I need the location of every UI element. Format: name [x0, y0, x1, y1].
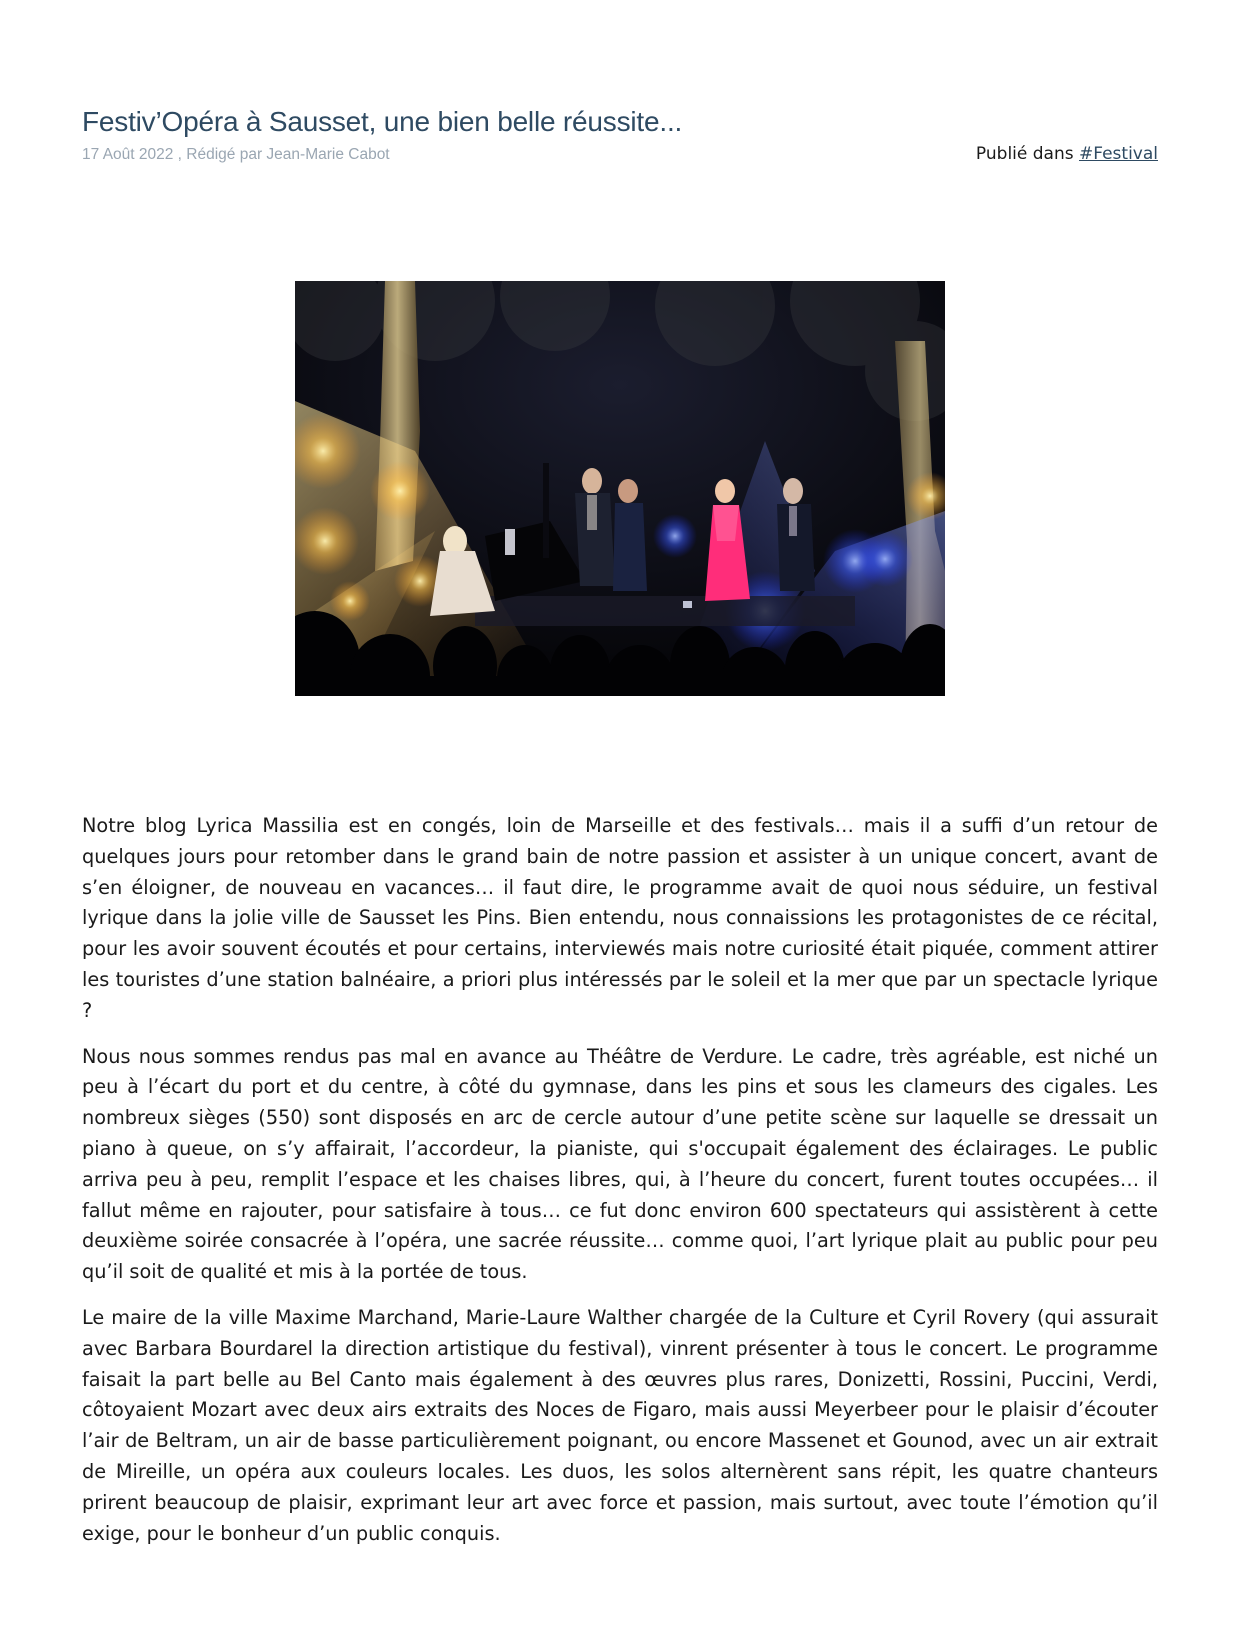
article-byline: 17 Août 2022 , Rédigé par Jean-Marie Cabot	[82, 146, 390, 163]
concert-photo	[295, 281, 945, 696]
article-body	[82, 811, 1158, 1564]
article-paragraph: Nous nous sommes rendus pas mal en avance au Théâtre de Verdure. Le cadre, très agréable, est niché un peu à l’écart du port et du centre, à côté du gymnase, dans les pins et sous les clameurs des cigales. Les nombreux sièges (550) sont disposés en arc de cercle autour d’une petite scène sur laquelle se dressait un piano à queue, on s’y affairait, l’accordeur, la pianiste, qui s'occupait également des éclairages. Le public arriva peu à peu, remplit l’espace et les chaises libres, qui, à l’heure du concert, furent toutes occupées… il fallut même en rajouter, pour satisfaire à tous… ce fut donc environ 600 spectateurs qui assistèrent à cette deuxième soirée consacrée à l’opéra, une sacrée réussite… comme quoi, l’art lyrique plait au public pour peu qu’il soit de qualité et mis à la portée de tous.	[82, 1044, 1158, 1284]
article-title: Festiv’Opéra à Sausset, une bien belle réussite...	[82, 106, 683, 137]
published-in	[976, 144, 1158, 164]
published-prefix: Publié dans	[975, 144, 1079, 164]
article-paragraph: Le maire de la ville Maxime Marchand, Marie-Laure Walther chargée de la Culture et Cyril Rovery (qui assurait avec Barbara Bourdarel la direction artistique du festival), vinrent présenter à tous le concert. Le programme faisait la part belle au Bel Canto mais également à des œuvres plus rares, Donizetti, Rossini, Puccini, Verdi, côtoyaient Mozart avec deux airs extraits des Noces de Figaro, mais aussi Meyerbeer pour le plaisir d’écouter l’air de Beltram, un air de basse particulièrement poignant, ou encore Massenet et Gounod, avec un air extrait de Mireille, un opéra aux couleurs locales. Les duos, les solos alternèrent sans répit, les quatre chanteurs prirent beaucoup de plaisir, exprimant leur art avec force et passion, mais surtout, avec toute l’émotion qu’il exige, pour le bonheur d’un public conquis.	[82, 1305, 1158, 1545]
singer-2	[613, 503, 647, 591]
article-paragraph: Notre blog Lyrica Massilia est en congés, loin de Marseille et des festivals… mais il a suffi d’un retour de quelques jours pour retomber dans le grand bain de notre passion et assister à un unique concert, avant de s’en éloigner, de nouveau en vacances… il faut dire, le programme avait de quoi nous séduire, un festival lyrique dans la jolie ville de Sausset les Pins. Bien entendu, nous connaissions les protagonistes de ce récital, pour les avoir souvent écoutés et pour certains, interviewés mais notre curiosité était piquée, comment attirer les touristes d’une station balnéaire, a priori plus intéressés par le soleil et la mer que par un spectacle lyrique ?	[82, 814, 1158, 1022]
category-link-festival[interactable]: #Festival	[1079, 144, 1158, 164]
